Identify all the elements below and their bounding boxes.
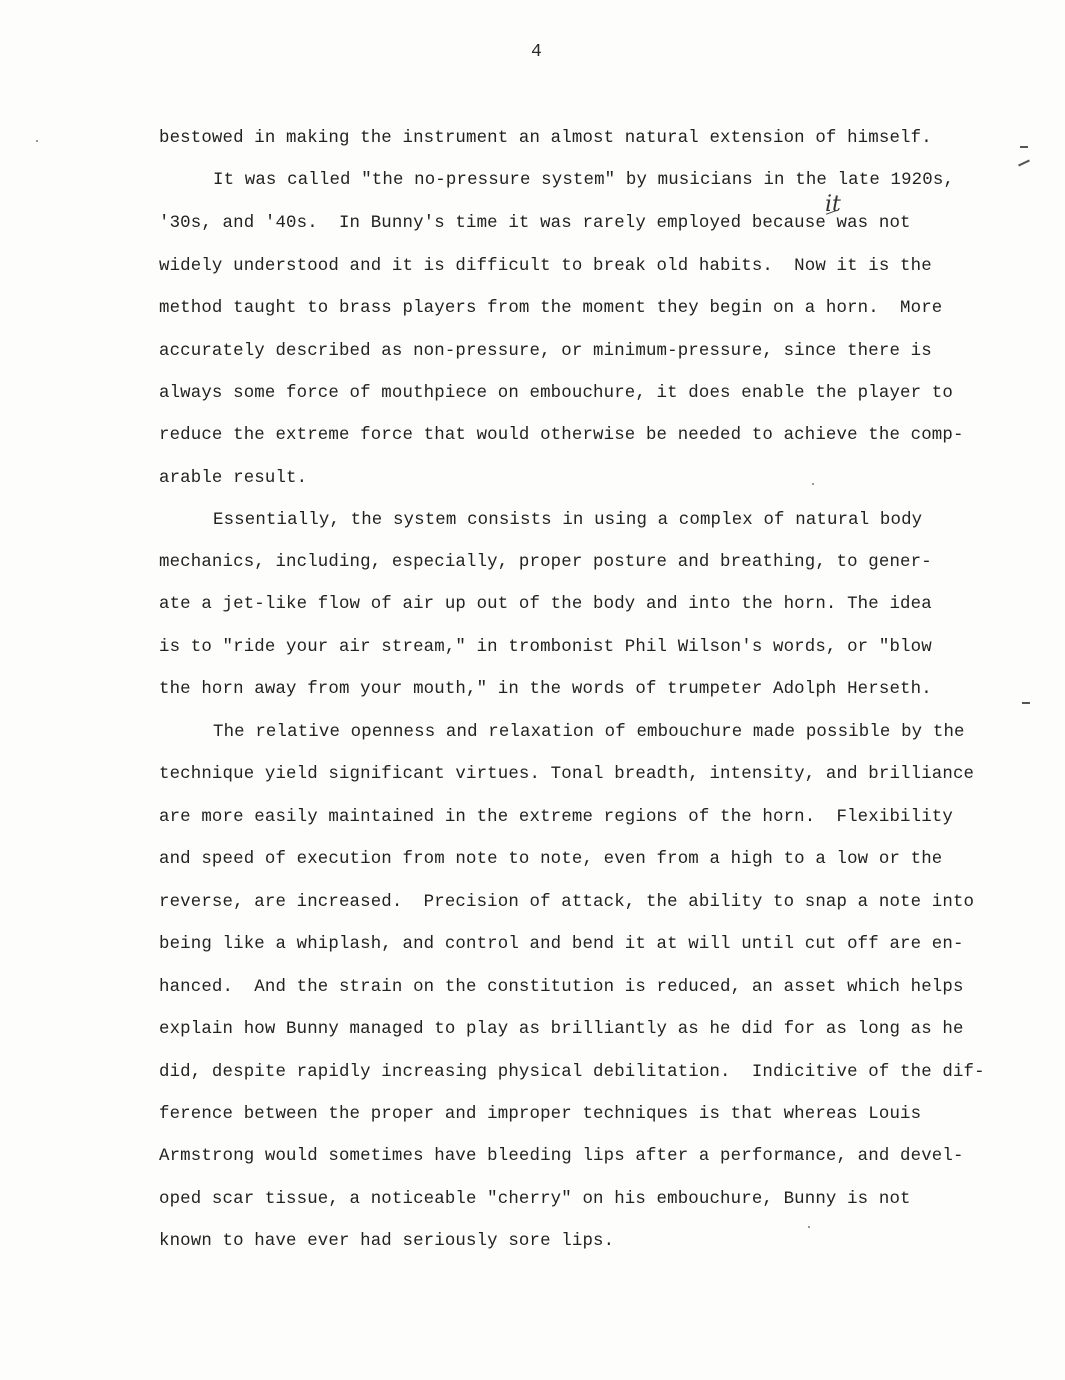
- text-line: the horn away from your mouth," in the words of trumpeter Adolph Herseth.: [159, 680, 932, 699]
- scan-dot: [812, 483, 814, 485]
- text-line: Armstrong would sometimes have bleeding lips after a performance, and devel-: [159, 1147, 964, 1166]
- text-line: always some force of mouthpiece on embouchure, it does enable the player to: [159, 384, 953, 403]
- text-line: oped scar tissue, a noticeable "cherry" on his embouchure, Bunny is not: [159, 1190, 911, 1209]
- text-line: hanced. And the strain on the constitution is reduced, an asset which helps: [159, 978, 964, 997]
- text-line: explain how Bunny managed to play as brilliantly as he did for as long as he: [159, 1020, 964, 1039]
- text-line: Essentially, the system consists in using a complex of natural body: [213, 511, 923, 530]
- text-line: reverse, are increased. Precision of attack, the ability to snap a note into: [159, 893, 975, 912]
- text-line: bestowed in making the instrument an almost natural extension of himself.: [159, 129, 932, 148]
- text-line: technique yield significant virtues. Tonal breadth, intensity, and brilliance: [159, 765, 975, 784]
- text-line: did, despite rapidly increasing physical debilitation. Indicitive of the dif-: [159, 1063, 985, 1082]
- scan-dot: [808, 1226, 810, 1228]
- margin-mark: [1022, 702, 1030, 704]
- text-line: accurately described as non-pressure, or minimum-pressure, since there is: [159, 342, 932, 361]
- text-line: arable result.: [159, 469, 308, 488]
- text-line: mechanics, including, especially, proper posture and breathing, to gener-: [159, 553, 932, 572]
- text-line: It was called "the no-pressure system" by musicians in the late 1920s,: [213, 171, 955, 190]
- handwritten-insertion: it: [825, 192, 841, 217]
- text-line: '30s, and '40s. In Bunny's time it was rarely employed because was not: [159, 214, 911, 233]
- margin-mark: [1020, 146, 1028, 148]
- text-line: widely understood and it is difficult to break old habits. Now it is the: [159, 257, 932, 276]
- text-line: being like a whiplash, and control and bend it at will until cut off are en-: [159, 935, 964, 954]
- page-number: 4: [531, 42, 542, 62]
- text-line: ate a jet-like flow of air up out of the body and into the horn. The idea: [159, 595, 932, 614]
- text-line: known to have ever had seriously sore lips.: [159, 1232, 615, 1251]
- text-line: The relative openness and relaxation of embouchure made possible by the: [213, 723, 965, 742]
- text-line: and speed of execution from note to note, even from a high to a low or the: [159, 850, 943, 869]
- text-line: method taught to brass players from the moment they begin on a horn. More: [159, 299, 943, 318]
- scan-dot: [36, 140, 38, 142]
- text-line: reduce the extreme force that would otherwise be needed to achieve the comp-: [159, 426, 964, 445]
- margin-mark: [1018, 160, 1030, 167]
- text-line: are more easily maintained in the extreme regions of the horn. Flexibility: [159, 808, 953, 827]
- text-line: ference between the proper and improper techniques is that whereas Louis: [159, 1105, 922, 1124]
- text-line: is to "ride your air stream," in trombonist Phil Wilson's words, or "blow: [159, 638, 932, 657]
